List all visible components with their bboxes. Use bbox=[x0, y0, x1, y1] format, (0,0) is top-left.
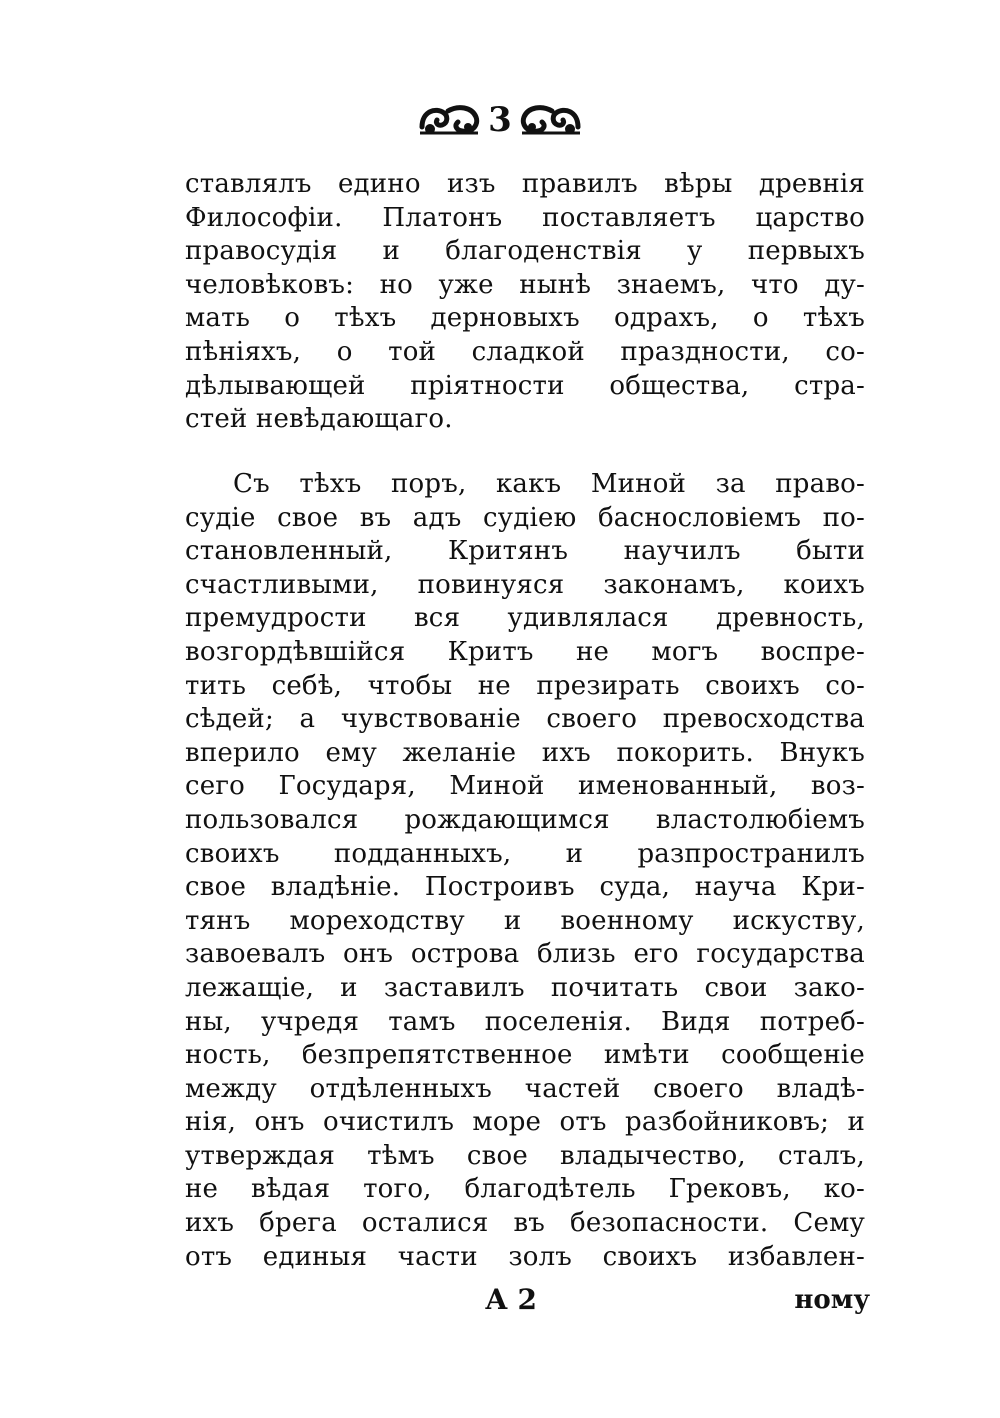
text-line: сѣдей; а чувствованіе своего превосходства bbox=[185, 704, 865, 735]
text-line: возгордѣвшійся Критъ не могъ воспре- bbox=[185, 636, 865, 667]
text-line: Съ тѣхъ поръ, какъ Миной за право- bbox=[233, 469, 865, 499]
text-line: ны, учредя тамъ поселенія. Видя потреб- bbox=[185, 1006, 865, 1037]
text-line: правосудія и благоденствія у первыхъ bbox=[185, 236, 865, 267]
catchword: ному bbox=[794, 1285, 870, 1315]
text-line: тянъ мореходству и военному искуству, bbox=[185, 905, 865, 936]
text-line: ихъ брега осталися въ безопасности. Сему bbox=[185, 1208, 865, 1239]
page-footer bbox=[185, 1280, 870, 1320]
text-line: пѣніяхъ, о той сладкой праздности, со- bbox=[185, 336, 865, 367]
text-line: человѣковъ: но уже нынѣ знаемъ, что ду- bbox=[185, 269, 865, 300]
paragraph-1 bbox=[185, 168, 865, 437]
text-line: становленный, Критянъ научилъ быти bbox=[185, 536, 865, 567]
text-line: ность, безпрепятственное имѣти сообщеніе bbox=[185, 1040, 865, 1071]
text-line: премудрости вся удивлялася древность, bbox=[185, 603, 865, 634]
text-line: счастливыми, повинуяся законамъ, коихъ bbox=[185, 569, 865, 600]
text-line: сего Государя, Миной именованный, воз- bbox=[185, 771, 865, 802]
page-header bbox=[0, 98, 1000, 142]
text-line: завоевалъ онъ острова близь его государства bbox=[185, 939, 865, 970]
text-line: не вѣдая того, благодѣтель Грековъ, ко- bbox=[185, 1174, 865, 1205]
signature-mark: А 2 bbox=[485, 1283, 538, 1316]
page-number: 3 bbox=[488, 100, 512, 140]
text-line: лежащіе, и заставилъ почитать свои зако- bbox=[185, 972, 865, 1003]
text-line: мать о тѣхъ дерновыхъ одрахъ, о тѣхъ bbox=[185, 303, 865, 334]
text-line: ставлялъ едино изъ правилъ вѣры древнія bbox=[185, 169, 865, 199]
text-line: вперило ему желаніе ихъ покорить. Внукъ bbox=[185, 737, 865, 768]
text-line: свое владѣніе. Построивъ суда, научa Кри- bbox=[185, 872, 865, 903]
text-line: отъ единыя части золъ своихъ избавлен- bbox=[185, 1241, 865, 1272]
text-line: утверждая тѣмъ свое владычество, сталъ, bbox=[185, 1140, 865, 1171]
floral-ornament-icon bbox=[418, 103, 480, 137]
text-line: стей невѣдающаго. bbox=[185, 404, 453, 435]
floral-ornament-icon bbox=[520, 103, 582, 137]
text-line: между отдѣленныхъ частей своего владѣ- bbox=[185, 1073, 865, 1104]
text-line: пользовался рождающимся властолюбіемъ bbox=[185, 804, 865, 835]
text-line: тить себѣ, чтобы не презирать своихъ со- bbox=[185, 670, 865, 701]
paragraph-2 bbox=[185, 468, 865, 1274]
text-line: дѣлывающей пріятности общества, стра- bbox=[185, 370, 865, 401]
text-line: нія, онъ очистилъ море отъ разбойниковъ; и bbox=[185, 1107, 865, 1138]
text-line: Философіи. Платонъ поставляетъ царство bbox=[185, 202, 865, 233]
text-line: судіе свое въ адъ судіею баснословіемъ по- bbox=[185, 502, 865, 533]
text-line: своихъ подданныхъ, и разпространилъ bbox=[185, 838, 865, 869]
